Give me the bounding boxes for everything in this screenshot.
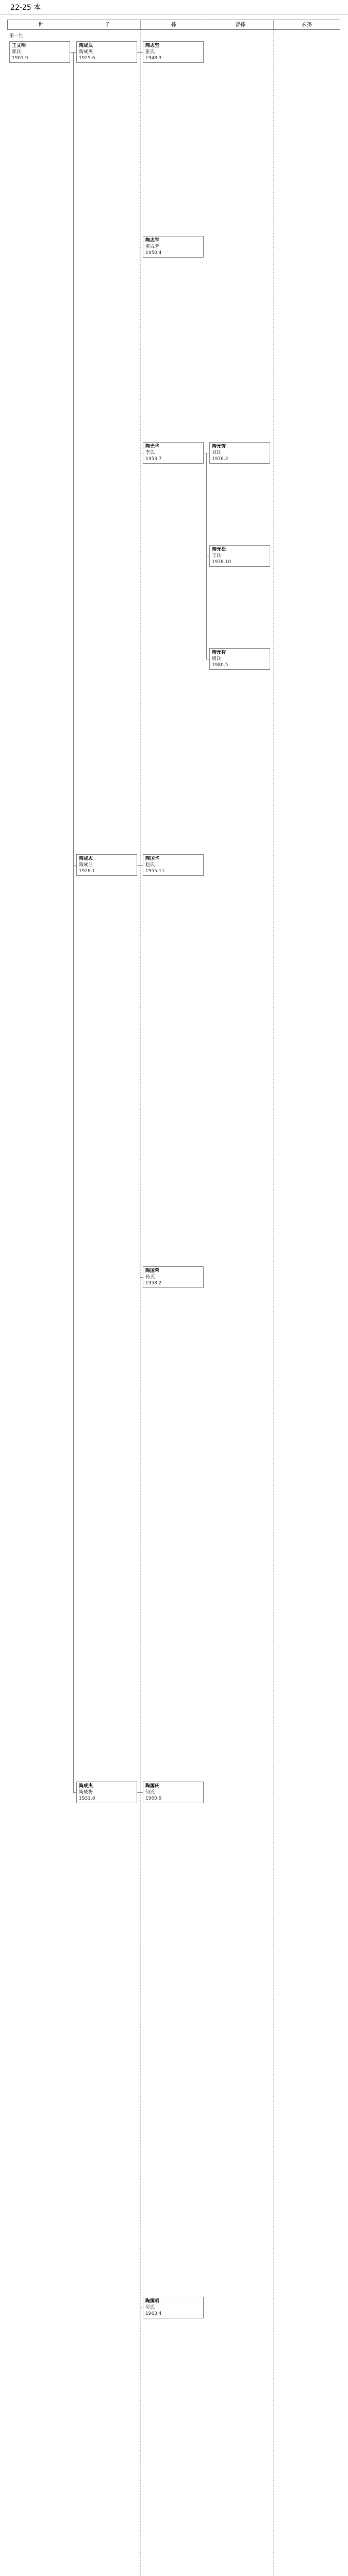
member-node (143, 1782, 204, 1803)
member-node (143, 2297, 204, 2318)
member-spouse: 何氏 (145, 1790, 155, 1795)
member-name: 陶国明 (145, 2299, 160, 2304)
member-node (209, 442, 270, 464)
column-header: 世 (8, 20, 74, 29)
tree-connector (73, 52, 74, 1792)
member-spouse: 黄成芳 (145, 244, 160, 249)
member-dates: 1958.2 (145, 1281, 162, 1286)
member-dates: 1950.4 (145, 250, 162, 256)
member-node (143, 41, 204, 63)
member-spouse: 孙氏 (145, 1275, 155, 1280)
member-node (76, 41, 137, 63)
tree-connector (73, 865, 76, 866)
member-name: 陶志军 (145, 238, 160, 243)
member-name: 陶光华 (145, 444, 160, 449)
member-spouse: 陶成梅 (79, 1790, 93, 1795)
member-dates: 1963.4 (145, 2311, 162, 2316)
column-header: 孫 (141, 20, 207, 29)
member-name: 陶元松 (212, 547, 226, 552)
member-name: 陶志坚 (145, 43, 160, 48)
member-name: 陶国华 (145, 856, 160, 861)
member-node (9, 41, 70, 63)
page-title: 22-25 本 (10, 3, 41, 12)
member-name: 陶元芳 (212, 444, 226, 449)
member-dates: 1901.9 (12, 56, 28, 61)
member-dates: 1948.3 (145, 56, 162, 61)
member-node (76, 854, 137, 876)
member-node (209, 545, 270, 567)
member-dates: 1960.9 (145, 1796, 162, 1801)
member-name: 陶成武 (79, 43, 93, 48)
generation-label: 第一世 (9, 33, 24, 39)
page-header (0, 0, 348, 14)
tree-connector (73, 1792, 76, 1793)
member-dates: 1925.6 (79, 56, 95, 61)
column-header: 玄孫 (302, 22, 312, 28)
family-tree (7, 30, 340, 2576)
member-spouse: 周氏 (212, 656, 222, 662)
member-node (143, 236, 204, 258)
member-dates: 1955.11 (145, 869, 165, 874)
member-name: 陶国庆 (145, 1784, 160, 1789)
member-dates: 1953.7 (145, 456, 162, 462)
member-node (143, 442, 204, 464)
member-spouse: 张氏 (145, 49, 155, 55)
member-name: 陶国荣 (145, 1268, 160, 1274)
member-spouse: 陶成兰 (79, 862, 93, 868)
member-spouse: 王氏 (212, 553, 222, 558)
member-node (209, 648, 270, 670)
member-dates: 1980.5 (212, 663, 228, 668)
member-spouse: 李氏 (145, 450, 155, 455)
member-name: 王文明 (12, 43, 26, 48)
column-header-row (7, 20, 340, 30)
member-node (76, 1782, 137, 1803)
member-node (143, 1266, 204, 1288)
column-header: 子 (74, 20, 141, 29)
member-dates: 1931.8 (79, 1796, 95, 1801)
member-spouse: 赵氏 (145, 862, 155, 868)
generation-column (7, 30, 74, 2576)
member-dates: 1928.1 (79, 869, 95, 874)
generation-column (140, 30, 207, 2576)
member-name: 陶成志 (79, 856, 93, 861)
member-node (143, 854, 204, 876)
generation-column (207, 30, 274, 2576)
tree-connector (140, 1277, 143, 1278)
member-spouse: 吴氏 (145, 2305, 155, 2310)
member-name: 陶元智 (212, 650, 226, 655)
member-dates: 1978.10 (212, 560, 231, 565)
member-spouse: 陶成英 (79, 49, 93, 55)
member-name: 陶成杰 (79, 1784, 93, 1789)
member-spouse: 郭氏 (12, 49, 22, 55)
member-dates: 1976.2 (212, 456, 228, 462)
column-header: 曾孫 (207, 20, 274, 29)
generation-column (74, 30, 141, 2576)
member-spouse: 刘氏 (212, 450, 222, 455)
